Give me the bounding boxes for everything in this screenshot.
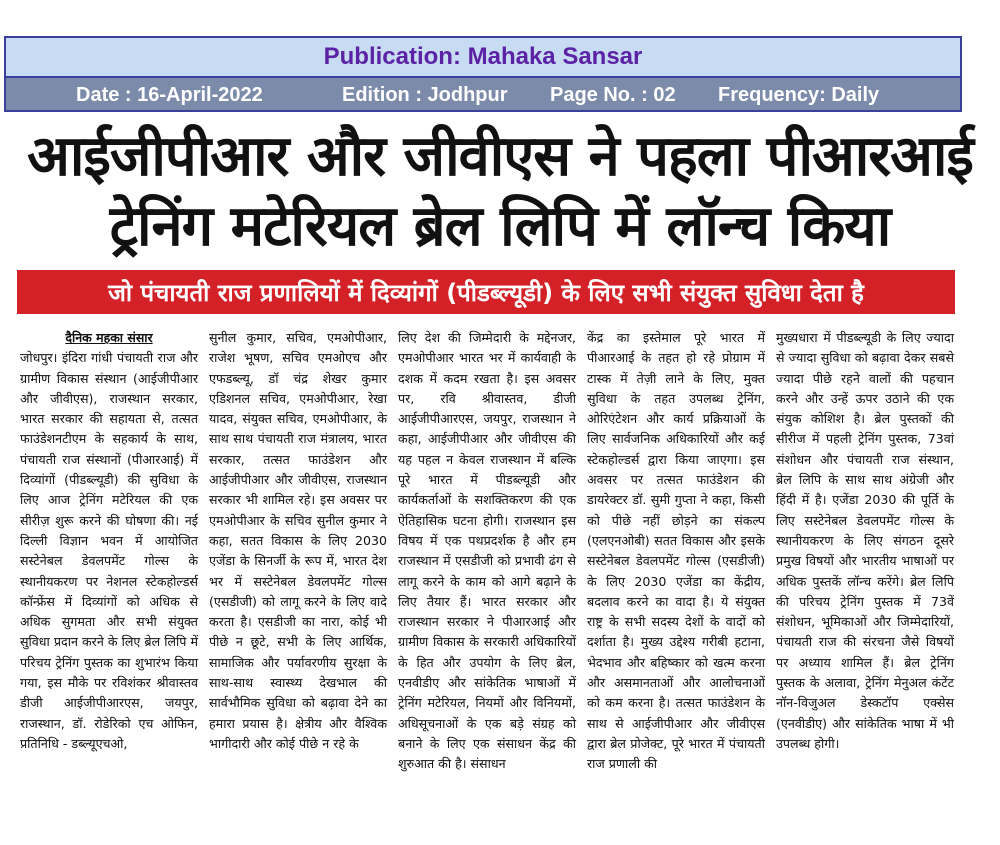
article-column-3 [398,328,576,775]
meta-row [6,78,960,110]
column-text: मुख्यधारा में पीडब्ल्यूडी के लिए ज्यादा से ज्यादा सुविधा को बढ़ावा देकर सबसे ज्यादा पीछे रहने वालों की पहचान करने और उन्हें ऊपर उठाने की एक संयुक कोशिश है। ब्रेल पुस्तकों की सीरीज में पहली ट्रेनिंग पुस्तक, 73वां संशोधन और पंचायती राज संस्थान, ब्रेल लिपि के साथ साथ अंग्रेजी और हिंदी में है। एजेंडा 2030 की पूर्ति के लिए सस्टेनेबल डेवलपमेंट गोल्स के स्थानीयकरण के लिए संगठन दूसरे प्रमुख विषयों और भारतीय भाषाओं पर अधिक पुस्तकें लॉन्च करेंगे। ब्रेल लिपि की परिचय ट्रेनिंग पुस्तक में 73वें संशोधन, भूमिकाओं और जिम्मेदारियों, पंचायती राज की संरचना जैसे विषयों पर अध्याय शामिल हैं। ब्रेल ट्रेनिंग पुस्तक के अलावा, ट्रेनिंग मेनुअल कंटेंट नॉन-विजुअल डेस्कटॉप एक्सेस (एनवीडीए) और सांकेतिक भाषा में भी उपलब्ध होगी। [776,330,954,751]
headline-line-2: ट्रेनिंग मटेरियल ब्रेल लिपि में लॉन्च किया [109,194,891,259]
publication-banner [4,36,962,112]
column-text: सुनील कुमार, सचिव, एमओपीआर, राजेश भूषण, सचिव एमओएच और एफडब्ल्यू, डॉ चंद्र शेखर कुमार एडिशनल सचिव, एमओपीआर, रेखा यादव, संयुक्त सचिव, एमओपीआर, के साथ साथ पंचायती राज मंत्रालय, भारत सरकार, तत्सत फाउंडेशन और आईजीपीआर और जीवीएस, राजस्थान सरकार भी शामिल रहे। इस अवसर पर एमओपीआर के सचिव सुनील कुमार ने कहा, सतत विकास के लिए 2030 एजेंडा के सिनर्जी के रूप में, भारत देश भर में सस्टेनेबल डेवलपमेंट गोल्स (एसडीजी) को लागू करने के लिए वादे करता है। एसडीजी का नारा, कोई भी पीछे न छूटे, सभी के लिए आर्थिक, सामाजिक और पर्यावरणीय सुरक्षा के साथ-साथ स्वास्थ्य देखभाल की सार्वभौमिक सुविधा को बढ़ावा देने का हमारा प्रयास है। क्षेत्रीय और वैश्विक भागीदारी और कोई पीछे न रहे के [209,330,387,751]
article-column-1 [20,328,198,754]
headline-line-1: आईजीपीआर और जीवीएस ने पहला पीआरआई [27,124,973,189]
column-text: लिए देश की जिम्मेदारी के मद्देनजर, एमओपीआर भारत भर में कार्यवाही के दशक में कदम रखता है। इस अवसर पर, रवि श्रीवास्तव, डीजी आईजीपीआरएस, जयपुर, राजस्थान ने कहा, आईजीपीआर और जीवीएस की यह पहल न केवल राजस्थान में बल्कि पूरे भारत में पीडब्ल्यूडी और कार्यकर्ताओं के सशक्तिकरण की एक ऐतिहासिक घटना होगी। राजस्थान इस विषय में एक पथप्रदर्शक है और हम राजस्थान में एसडीजी को प्रभावी ढंग से लागू करने के काम को आगे बढ़ाने के लिए तैयार हैं। भारत सरकार और राजस्थान सरकार ने पीआरआई और ग्रामीण विकास के सरकारी अधिकारियों के हित और उपयोग के लिए ब्रेल, एनवीडीए और सांकेतिक भाषाओं में ट्रेनिंग मटेरियल, नियमों और विनियमों, अधिसूचनाओं के एक बड़े संग्रह को बनाने के लिए एक संसाधन केंद्र की शुरुआत की है। संसाधन [398,330,576,772]
byline: दैनिक महका संसार [65,330,153,345]
publication-name: Publication: Mahaka Sansar [323,43,643,70]
column-text: केंद्र का इस्तेमाल पूरे भारत में पीआरआई के तहत हो रहे प्रोग्राम में टास्क में तेज़ी लाने के लिए, मुक्त सुविधा के तहत उपलब्ध ट्रेनिंग, ओरिएंटेशन और कार्य प्रक्रियाओं के लिए सार्वजनिक अधिकारियों और कई स्टेकहोल्डर्स द्वारा किया जाएगा। इस अवसर पर तत्सत फाउंडेशन की डायरेक्टर डॉ. सुमी गुप्ता ने कहा, किसी को पीछे नहीं छोड़ने का संकल्प (एलएनओबी) सतत विकास और इसके सस्टेनेबल डेवलपमेंट गोल्स (एसडीजी) के लिए 2030 एजेंडा का केंद्रीय, बदलाव करने का वादा है। ये संयुक्त राष्ट्र के सभी सदस्य देशों के वादों को दर्शाता है। मुख्य उद्देश्य गरीबी हटाना, भेदभाव और बहिष्कार को खत्म करना और असमानताओं और आलोचनाओं को कम करना है। तत्सत फाउंडेशन के साथ से आईजीपीआर और जीवीएस द्वारा ब्रेल प्रोजेक्ट, पूरे भारत में पंचायती राज प्रणाली की [587,330,765,772]
publication-edition: Edition : Jodhpur [342,84,508,106]
publication-frequency: Frequency: Daily [718,84,880,106]
article-column-5 [776,328,954,754]
column-text: जोधपुर। इंदिरा गांधी पंचायती राज और ग्रामीण विकास संस्थान (आईजीपीआर और जीवीएस), राजस्थान सरकार, भारत सरकार की सहायता से, तत्सत फाउंडेशनटीएम के सहकार्य के साथ, पंचायती राज संस्थानों (पीआरआई) में दिव्यांगों (पीडब्ल्यूडी) की सुविधा के लिए आज ट्रेनिंग मटेरियल की एक सीरीज़ शुरू करने की घोषणा की। नई दिल्ली विज्ञान भवन में आयोजित सस्टेनेबल डेवलपमेंट गोल्स के स्थानीयकरण पर नेशनल स्टेकहोल्डर्स कॉन्फ्रेंस में दिव्यांगों को अधिक से अधिक सुगमता और सभी संयुक्त सुविधा प्रदान करने के लिए ब्रेल लिपि में परिचय ट्रेनिंग पुस्तक का शुभारंभ किया गया, इस मौके पर रविशंकर श्रीवास्तव डीजी आईजीपीआरएस, जयपुर, राजस्थान, डॉ. रोडेरिको एच ओफिन, प्रतिनिधि - डब्ल्यूएचओ, [20,350,198,751]
subheadline: जो पंचायती राज प्रणालियों में दिव्यांगों (पीडब्ल्यूडी) के लिए सभी संयुक्त सुविधा देता है [108,278,864,307]
publication-date: Date : 16-April-2022 [76,84,263,106]
page-number: Page No. : 02 [550,84,676,106]
publication-row [6,38,960,78]
article-column-4 [587,328,765,775]
subheadline-bar [17,270,955,314]
article-column-2 [209,328,387,754]
